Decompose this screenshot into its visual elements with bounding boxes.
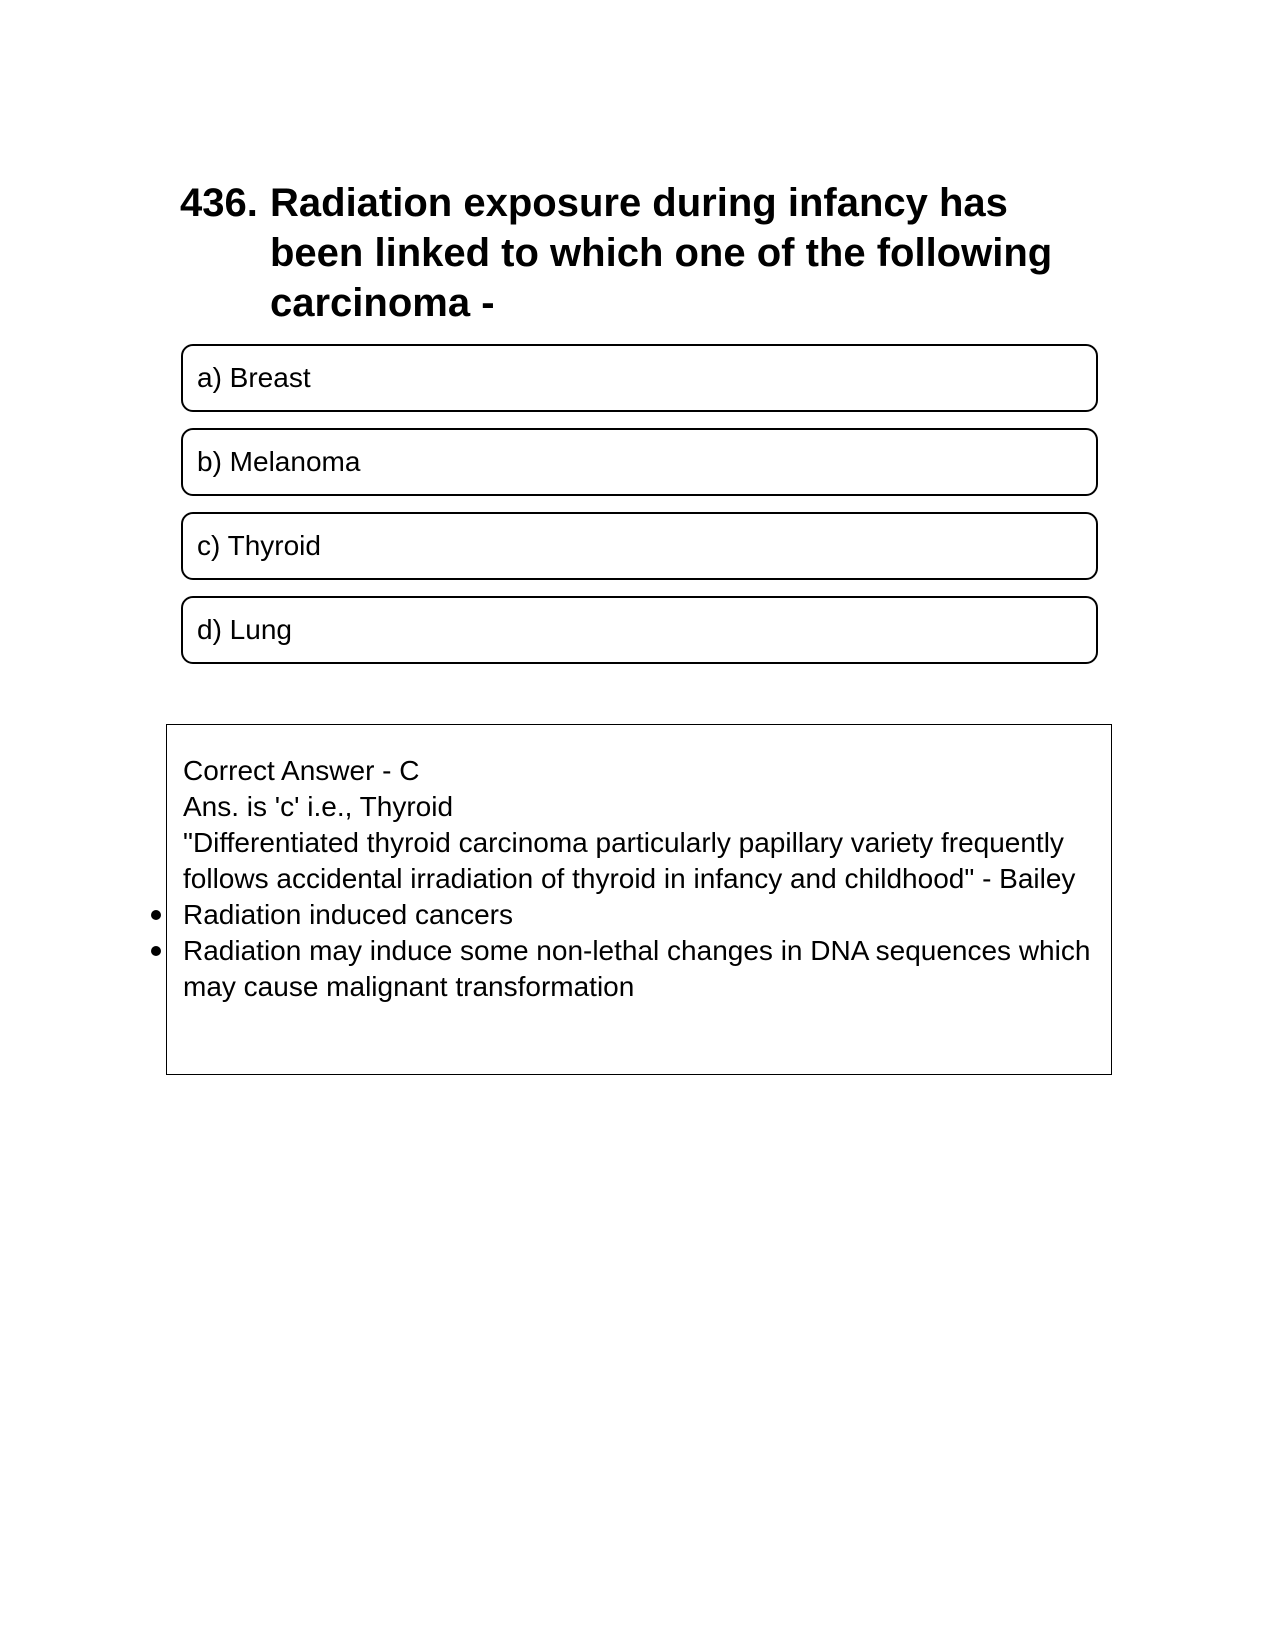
answer-bullet-item — [183, 933, 1095, 1005]
question-heading — [180, 178, 1100, 328]
answer-bullet-text: Radiation induced cancers — [183, 899, 513, 930]
bullet-icon — [151, 946, 161, 956]
correct-answer: Correct Answer - C — [183, 755, 420, 786]
option-b[interactable]: b) Melanoma — [181, 428, 1098, 496]
answer-explanation-box — [166, 724, 1112, 1075]
question-text: Radiation exposure during infancy has been linked to which one of the following carcinoma - — [270, 181, 1053, 325]
bullet-icon — [151, 910, 161, 920]
option-c[interactable]: c) Thyroid — [181, 512, 1098, 580]
answer-content — [183, 753, 1095, 1005]
answer-bullet-text: Radiation may induce some non-lethal changes in DNA sequences which may cause malignant transformation — [183, 935, 1091, 1002]
answer-bullet-item — [183, 897, 1095, 933]
answer-bullet-list — [183, 897, 1095, 1005]
answer-line: Ans. is 'c' i.e., Thyroid — [183, 791, 454, 822]
options-list — [181, 344, 1098, 680]
answer-quote: "Differentiated thyroid carcinoma particularly papillary variety frequently follows accidental irradiation of thyroid in infancy and childhood" - Bailey — [183, 827, 1076, 894]
option-a[interactable]: a) Breast — [181, 344, 1098, 412]
question-number: 436. — [180, 181, 258, 225]
option-d[interactable]: d) Lung — [181, 596, 1098, 664]
